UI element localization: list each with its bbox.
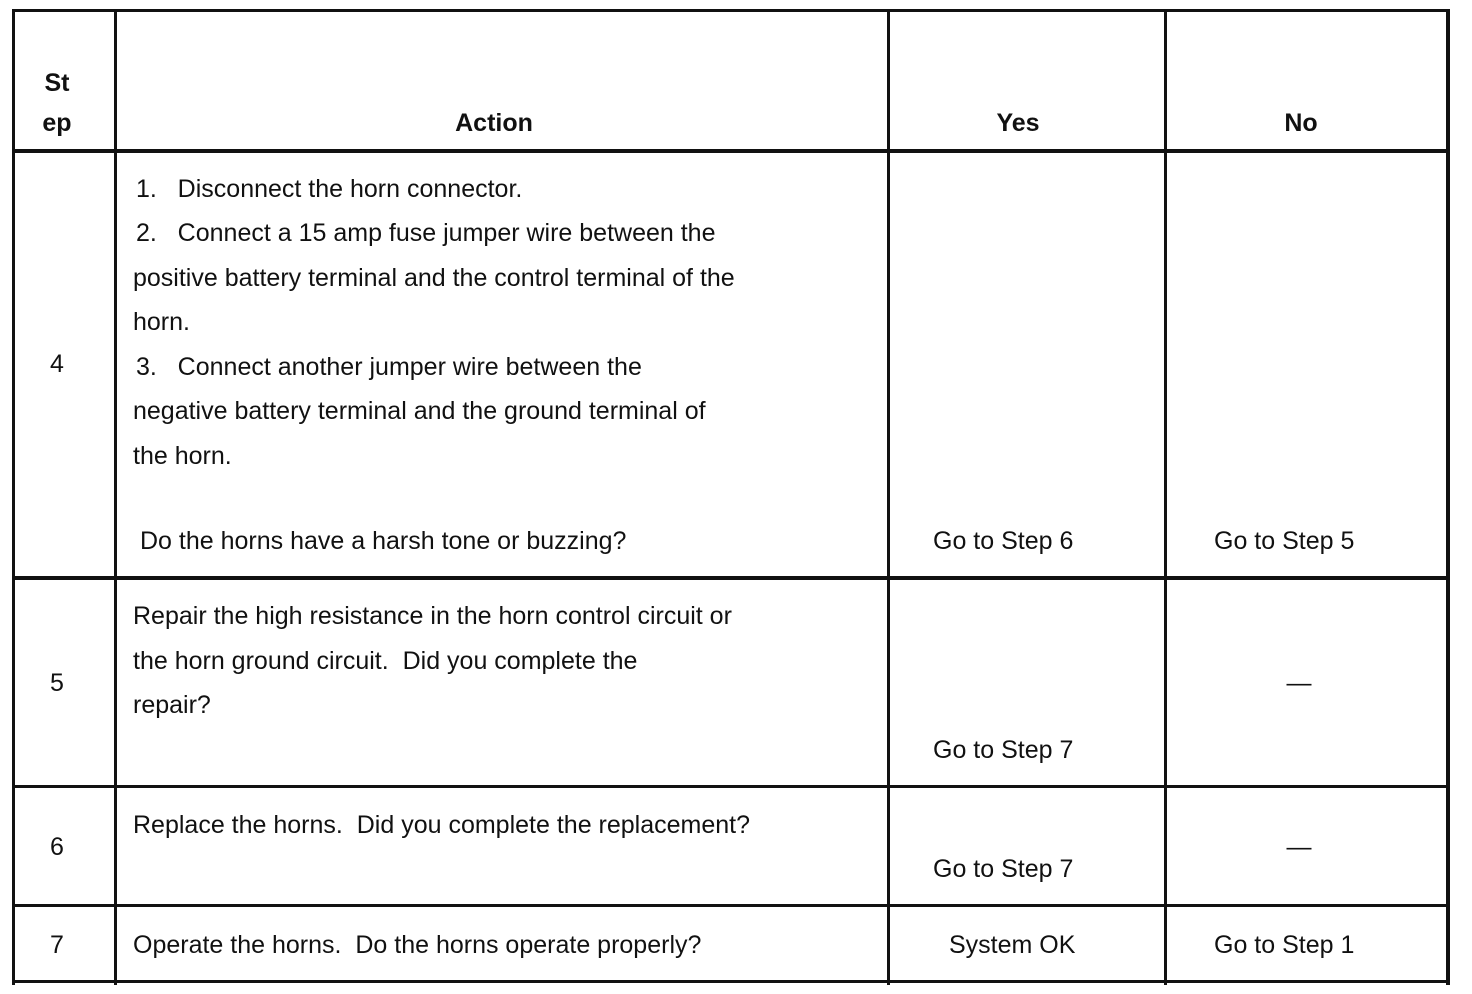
action-line: 3. Connect another jumper wire between the (136, 353, 642, 381)
row-divider (12, 576, 1450, 580)
action-line: the horn. (133, 442, 232, 470)
header-divider (12, 149, 1450, 153)
yes-result: System OK (949, 931, 1076, 959)
header-yes: Yes (996, 109, 1040, 137)
row-divider (12, 785, 1450, 788)
row-divider (12, 904, 1450, 907)
action-line: repair? (133, 691, 211, 719)
action-line: the horn ground circuit. Did you complete the (133, 647, 638, 675)
column-divider (114, 9, 117, 985)
action-question: Do the horns have a harsh tone or buzzing? (140, 527, 627, 555)
action-line: 2. Connect a 15 amp fuse jumper wire between the (136, 219, 716, 247)
action-line: Operate the horns. Do the horns operate properly? (133, 931, 702, 959)
table-border-bottom (12, 980, 1450, 983)
yes-result: Go to Step 7 (933, 736, 1074, 764)
no-result: Go to Step 5 (1214, 527, 1355, 555)
column-divider (887, 9, 890, 985)
header-action: Action (455, 109, 533, 137)
yes-result: Go to Step 6 (933, 527, 1074, 555)
action-line: horn. (133, 308, 190, 336)
header-no: No (1284, 109, 1318, 137)
step-number: 6 (50, 833, 64, 861)
table-border-left (12, 9, 15, 985)
header-step: ep (42, 109, 72, 137)
action-line: 1. Disconnect the horn connector. (136, 175, 523, 203)
step-number: 5 (50, 669, 64, 697)
action-line: Replace the horns. Did you complete the replacement? (133, 811, 751, 839)
no-result: Go to Step 1 (1214, 931, 1355, 959)
header-step: St (44, 69, 70, 97)
step-number: 4 (50, 350, 64, 378)
column-divider (1164, 9, 1167, 985)
yes-result: Go to Step 7 (933, 855, 1074, 883)
action-line: Repair the high resistance in the horn control circuit or (133, 602, 732, 630)
step-number: 7 (50, 931, 64, 959)
action-line: negative battery terminal and the ground terminal of (133, 397, 706, 425)
action-line: positive battery terminal and the control terminal of the (133, 264, 735, 292)
table-border-right (1446, 9, 1450, 985)
no-result: — (1286, 669, 1312, 697)
no-result: — (1286, 833, 1312, 861)
table-border-top (12, 9, 1450, 12)
